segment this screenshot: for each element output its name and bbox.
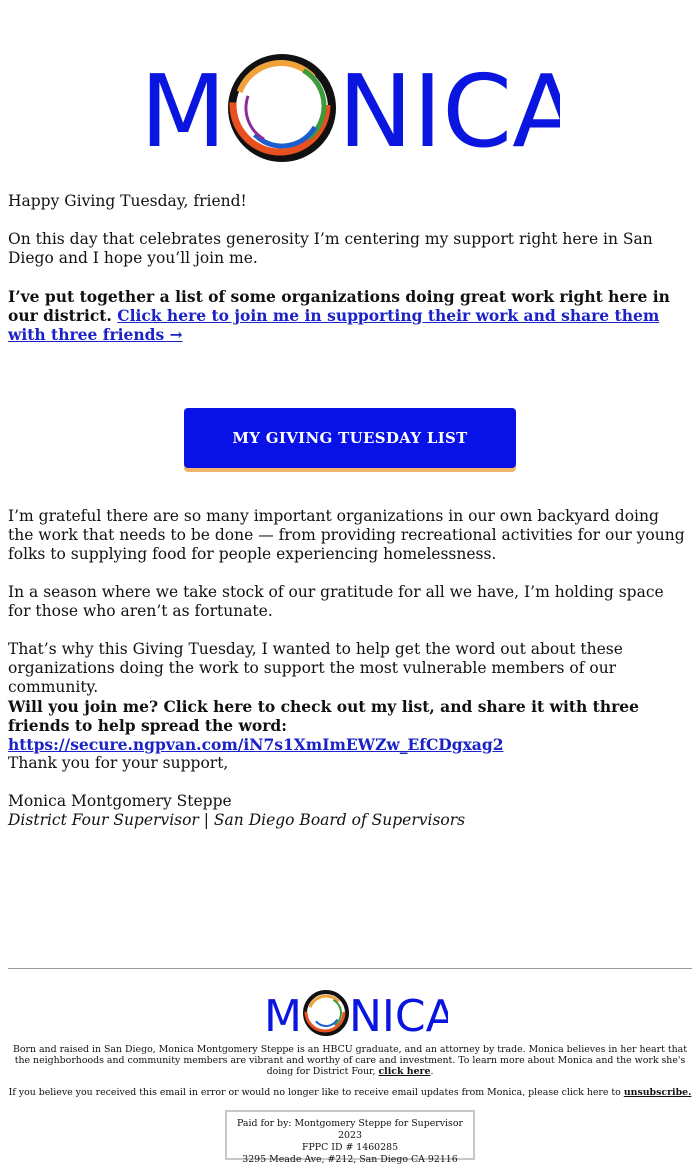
signature-name: Monica Montgomery Steppe: [8, 792, 232, 810]
list-paragraph-text: I’ve put together a list of some organizations doing great work right here in our district.: [8, 287, 670, 325]
footer-logo-ring-icon: [304, 991, 348, 1035]
join-supporting-link[interactable]: Click here to join me in supporting their work and share them with three friends →: [8, 306, 660, 344]
logo-letters-nica: NICA: [338, 53, 560, 170]
season-paragraph: In a season where we take stock of our gratitude for all we have, I’m holding space for those who aren’t as fortunate.: [8, 583, 664, 620]
paid-line-fppc: FPPC ID # 1460285: [301, 1142, 399, 1153]
join-paragraph: [8, 697, 688, 754]
paid-line-committee: Paid for by: Montgomery Steppe for Supervisor 2023: [237, 1118, 463, 1141]
greeting: Happy Giving Tuesday, friend!: [8, 192, 247, 210]
footer-bio-text: Born and raised in San Diego, Monica Montgomery Steppe is an HBCU graduate, and an attorney by trade. Monica believes in her heart that the neighborhoods and community members are vibrant and worthy of care and investment. To learn more about Monica and the work she's doing for District Four,: [12, 1044, 688, 1077]
logo-letter-m: M: [140, 53, 227, 170]
footer-unsubscribe: [8, 1087, 692, 1098]
footer-unsubscribe-text: If you believe you received this email in error or would no longer like to receive email updates from Monica, please click here to: [8, 1087, 621, 1098]
paid-for-box: [225, 1110, 475, 1165]
monica-logo: [140, 46, 560, 170]
grateful-paragraph: I’m grateful there are so many important organizations in our own backyard doing the work that needs to be done — from providing recreational activities for our young folks to supplying food for people experiencing homelessness.: [8, 507, 685, 563]
footer-logo: [264, 986, 448, 1040]
footer-learn-more-link[interactable]: click here: [378, 1066, 431, 1077]
list-paragraph: [8, 287, 688, 344]
footer-logo-graphic: [264, 986, 448, 1040]
join-paragraph-text: Will you join me? Click here to check out my list, and share it with three friends to help spread the word:: [8, 697, 639, 735]
paid-line-address: 3295 Meade Ave, #212, San Diego CA 92116: [242, 1154, 458, 1165]
unsubscribe-link[interactable]: unsubscribe.: [623, 1087, 692, 1098]
footer-bio: Born and raised in San Diego, Monica Montgomery Steppe is an HBCU graduate, and an attorney by trade. Monica believes in her heart that the neighborhoods and community members are vibrant and worthy of care and investment. To learn more about Monica and the work she's doing for District Four, click here.: [12, 1044, 688, 1077]
why-paragraph: That’s why this Giving Tuesday, I wanted to help get the word out about these organizations doing the work to support the most vulnerable members of our community.: [8, 640, 623, 696]
list-url-link[interactable]: https://secure.ngpvan.com/iN7s1XmImEWZw_EfCDgxag2: [8, 735, 504, 754]
thanks-line: Thank you for your support,: [8, 754, 229, 772]
signature-title: District Four Supervisor | San Diego Board of Supervisors: [8, 811, 466, 829]
intro-paragraph: On this day that celebrates generosity I’m centering my support right here in San Diego and I hope you’ll join me.: [8, 230, 653, 267]
footer-logo-letter-m: M: [264, 991, 302, 1040]
giving-tuesday-list-button-label: MY GIVING TUESDAY LIST: [232, 429, 468, 447]
footer-logo-letters-nica: NICA: [349, 991, 448, 1040]
giving-tuesday-list-button[interactable]: [184, 408, 516, 468]
footer-divider: [8, 968, 692, 969]
logo-ring-icon: [225, 50, 339, 163]
logo-graphic: [140, 46, 560, 170]
